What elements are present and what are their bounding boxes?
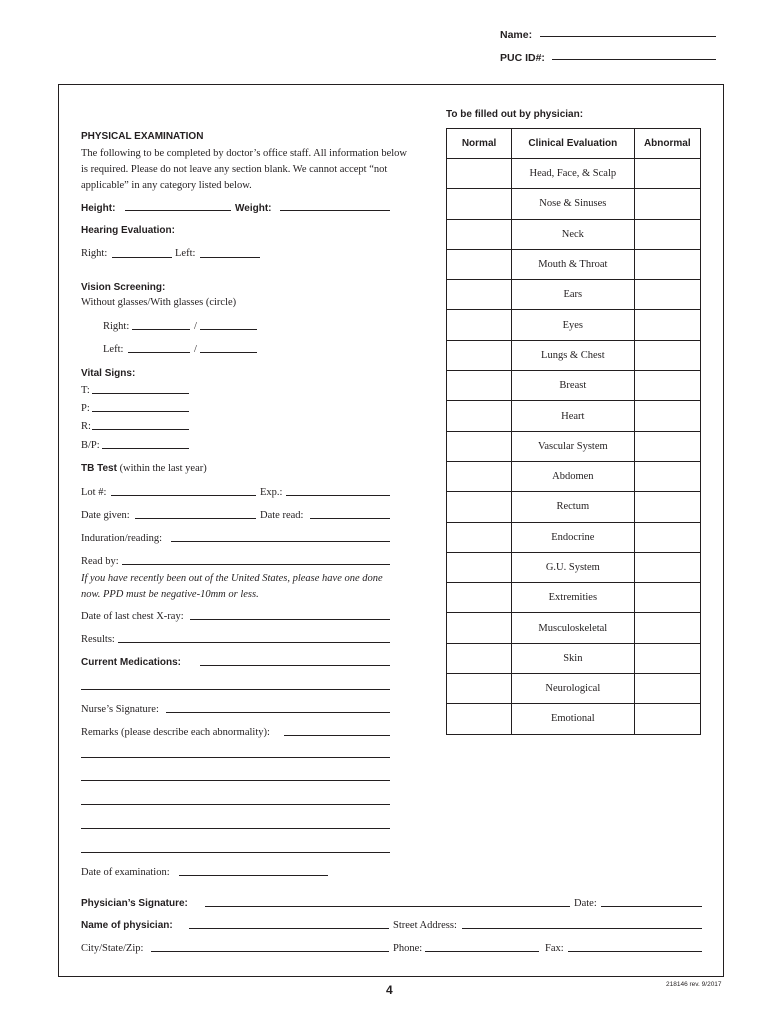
evaluation-item: Rectum: [512, 492, 634, 522]
date-read-field[interactable]: [310, 518, 390, 519]
evaluation-item: Musculoskeletal: [512, 613, 634, 643]
abnormal-checkbox-cell[interactable]: [634, 340, 700, 370]
vision-subtitle: Without glasses/With glasses (circle): [81, 297, 237, 308]
abnormal-checkbox-cell[interactable]: [634, 674, 700, 704]
abnormal-checkbox-cell[interactable]: [634, 583, 700, 613]
normal-checkbox-cell[interactable]: [447, 189, 512, 219]
vision-right-label: Right:: [103, 321, 130, 332]
name-label: Name:: [500, 29, 533, 41]
vision-right-b-field[interactable]: [200, 329, 257, 330]
height-label: Height:: [81, 203, 116, 214]
puc-id-label: PUC ID#:: [500, 52, 545, 64]
table-row: [447, 583, 701, 613]
physician-signature-label: Physician’s Signature:: [81, 898, 188, 909]
read-by-label: Read by:: [81, 556, 119, 567]
abnormal-checkbox-cell[interactable]: [634, 461, 700, 491]
vision-right-a-field[interactable]: [132, 329, 190, 330]
intro-paragraph: The following to be completed by doctor’s office staff. All information below is required. Please do not leave any section blank. We cannot accept “not applicable” in any category listed below.: [81, 148, 408, 191]
abnormal-checkbox-cell[interactable]: [634, 552, 700, 582]
evaluation-item: Endocrine: [512, 522, 634, 552]
normal-checkbox-cell[interactable]: [447, 704, 512, 734]
page-number: 4: [386, 983, 393, 997]
lot-label: Lot #:: [81, 487, 107, 498]
evaluation-item: Skin: [512, 643, 634, 673]
abnormal-header: Abnormal: [634, 129, 700, 159]
table-row: [447, 280, 701, 310]
table-row: [447, 492, 701, 522]
physician-note: To be filled out by physician:: [446, 109, 584, 120]
height-field[interactable]: [125, 210, 231, 211]
remarks-label: Remarks (please describe each abnormality):: [81, 727, 270, 738]
form-code: 218146 rev. 9/2017: [666, 981, 722, 988]
slash: /: [194, 321, 197, 332]
induration-label: Induration/reading:: [81, 533, 163, 544]
abnormal-checkbox-cell[interactable]: [634, 522, 700, 552]
table-row: [447, 219, 701, 249]
table-row: [447, 340, 701, 370]
induration-field[interactable]: [171, 541, 390, 542]
vital-r-label: R:: [81, 421, 91, 432]
table-row: [447, 189, 701, 219]
normal-checkbox-cell[interactable]: [447, 401, 512, 431]
abnormal-checkbox-cell[interactable]: [634, 310, 700, 340]
medications-field[interactable]: [200, 665, 390, 666]
slash: /: [194, 344, 197, 355]
abnormal-checkbox-cell[interactable]: [634, 704, 700, 734]
table-row: [447, 613, 701, 643]
table-row: [447, 310, 701, 340]
table-row: [447, 522, 701, 552]
vital-r-field[interactable]: [92, 429, 189, 430]
remarks-line[interactable]: [81, 780, 390, 781]
hearing-left-label: Left:: [175, 248, 196, 259]
normal-checkbox-cell[interactable]: [447, 159, 512, 189]
exp-field[interactable]: [286, 495, 390, 496]
clinical-evaluation-header: Clinical Evaluation: [512, 129, 634, 159]
tb-title: TB Test: [81, 463, 117, 474]
normal-checkbox-cell[interactable]: [447, 340, 512, 370]
normal-checkbox-cell[interactable]: [447, 492, 512, 522]
date-given-label: Date given:: [81, 510, 130, 521]
fax-field[interactable]: [568, 951, 702, 952]
remarks-line[interactable]: [81, 757, 390, 758]
evaluation-item: Abdomen: [512, 461, 634, 491]
remarks-line[interactable]: [81, 804, 390, 805]
table-row: [447, 674, 701, 704]
phone-field[interactable]: [425, 951, 539, 952]
evaluation-item: Extremities: [512, 583, 634, 613]
table-row: [447, 401, 701, 431]
weight-label: Weight:: [235, 203, 272, 214]
evaluation-item: Vascular System: [512, 431, 634, 461]
abnormal-checkbox-cell[interactable]: [634, 159, 700, 189]
nurse-signature-field[interactable]: [166, 712, 390, 713]
fax-label: Fax:: [545, 943, 564, 954]
vision-title: Vision Screening:: [81, 282, 166, 293]
vitals-title: Vital Signs:: [81, 368, 136, 379]
table-row: [447, 431, 701, 461]
table-row: [447, 249, 701, 279]
remarks-line[interactable]: [81, 852, 390, 853]
vision-left-a-field[interactable]: [128, 352, 190, 353]
abnormal-checkbox-cell[interactable]: [634, 371, 700, 401]
normal-checkbox-cell[interactable]: [447, 219, 512, 249]
evaluation-item: Neurological: [512, 674, 634, 704]
evaluation-item: G.U. System: [512, 552, 634, 582]
vital-p-field[interactable]: [92, 411, 189, 412]
physician-date-field[interactable]: [601, 906, 702, 907]
evaluation-item: Eyes: [512, 310, 634, 340]
evaluation-item: Nose & Sinuses: [512, 189, 634, 219]
normal-checkbox-cell[interactable]: [447, 522, 512, 552]
vital-t-field[interactable]: [92, 393, 189, 394]
street-address-label: Street Address:: [393, 920, 457, 931]
table-row: [447, 552, 701, 582]
city-state-zip-label: City/State/Zip:: [81, 943, 144, 954]
normal-header: Normal: [447, 129, 512, 159]
outside-us-note: If you have recently been out of the United States, please have one done now. PPD must be negative-10mm or less.: [81, 573, 383, 600]
street-address-field[interactable]: [462, 928, 702, 929]
hearing-left-field[interactable]: [200, 257, 260, 258]
results-label: Results:: [81, 634, 115, 645]
table-row: [447, 643, 701, 673]
abnormal-checkbox-cell[interactable]: [634, 249, 700, 279]
vital-p-label: P:: [81, 403, 90, 414]
evaluation-item: Heart: [512, 401, 634, 431]
normal-checkbox-cell[interactable]: [447, 674, 512, 704]
remarks-line[interactable]: [81, 828, 390, 829]
evaluation-item: Ears: [512, 280, 634, 310]
abnormal-checkbox-cell[interactable]: [634, 280, 700, 310]
clinical-evaluation-table: [446, 128, 701, 735]
physician-name-field[interactable]: [189, 928, 389, 929]
abnormal-checkbox-cell[interactable]: [634, 613, 700, 643]
normal-checkbox-cell[interactable]: [447, 280, 512, 310]
abnormal-checkbox-cell[interactable]: [634, 401, 700, 431]
xray-label: Date of last chest X-ray:: [81, 611, 184, 622]
abnormal-checkbox-cell[interactable]: [634, 492, 700, 522]
date-given-field[interactable]: [135, 518, 256, 519]
hearing-right-field[interactable]: [112, 257, 172, 258]
normal-checkbox-cell[interactable]: [447, 552, 512, 582]
tb-subtitle: (within the last year): [119, 463, 207, 474]
exp-label: Exp.:: [260, 487, 283, 498]
read-by-field[interactable]: [122, 564, 390, 565]
table-row: [447, 371, 701, 401]
vision-left-label: Left:: [103, 344, 124, 355]
physician-signature-field[interactable]: [205, 906, 570, 907]
table-row: [447, 704, 701, 734]
normal-checkbox-cell[interactable]: [447, 310, 512, 340]
normal-checkbox-cell[interactable]: [447, 643, 512, 673]
evaluation-item: Breast: [512, 371, 634, 401]
remarks-field[interactable]: [284, 735, 390, 736]
exam-date-field[interactable]: [179, 875, 328, 876]
table-row: [447, 461, 701, 491]
physician-name-label: Name of physician:: [81, 920, 173, 931]
evaluation-item: Mouth & Throat: [512, 249, 634, 279]
xray-field[interactable]: [190, 619, 390, 620]
nurse-signature-label: Nurse’s Signature:: [81, 704, 159, 715]
city-state-zip-field[interactable]: [151, 951, 389, 952]
medications-field-2[interactable]: [81, 689, 390, 690]
normal-checkbox-cell[interactable]: [447, 249, 512, 279]
evaluation-item: Neck: [512, 219, 634, 249]
date-read-label: Date read:: [260, 510, 304, 521]
weight-field[interactable]: [280, 210, 390, 211]
lot-field[interactable]: [111, 495, 256, 496]
normal-checkbox-cell[interactable]: [447, 583, 512, 613]
hearing-right-label: Right:: [81, 248, 108, 259]
physician-date-label: Date:: [574, 898, 597, 909]
abnormal-checkbox-cell[interactable]: [634, 219, 700, 249]
abnormal-checkbox-cell[interactable]: [634, 643, 700, 673]
normal-checkbox-cell[interactable]: [447, 461, 512, 491]
evaluation-item: Head, Face, & Scalp: [512, 159, 634, 189]
vision-left-b-field[interactable]: [200, 352, 257, 353]
exam-date-label: Date of examination:: [81, 867, 170, 878]
abnormal-checkbox-cell[interactable]: [634, 431, 700, 461]
table-body: [447, 159, 701, 735]
evaluation-item: Emotional: [512, 704, 634, 734]
table-header-row: [447, 129, 701, 159]
normal-checkbox-cell[interactable]: [447, 613, 512, 643]
results-field[interactable]: [118, 642, 390, 643]
table-row: [447, 159, 701, 189]
vital-bp-label: B/P:: [81, 440, 100, 451]
phone-label: Phone:: [393, 943, 423, 954]
tb-heading: [81, 463, 207, 475]
normal-checkbox-cell[interactable]: [447, 431, 512, 461]
normal-checkbox-cell[interactable]: [447, 371, 512, 401]
abnormal-checkbox-cell[interactable]: [634, 189, 700, 219]
hearing-title: Hearing Evaluation:: [81, 225, 175, 236]
medications-label: Current Medications:: [81, 657, 182, 668]
evaluation-item: Lungs & Chest: [512, 340, 634, 370]
puc-id-field[interactable]: [552, 59, 716, 60]
name-field[interactable]: [540, 36, 716, 37]
vital-bp-field[interactable]: [102, 448, 189, 449]
section-title: PHYSICAL EXAMINATION: [81, 131, 204, 142]
vital-t-label: T:: [81, 385, 90, 396]
